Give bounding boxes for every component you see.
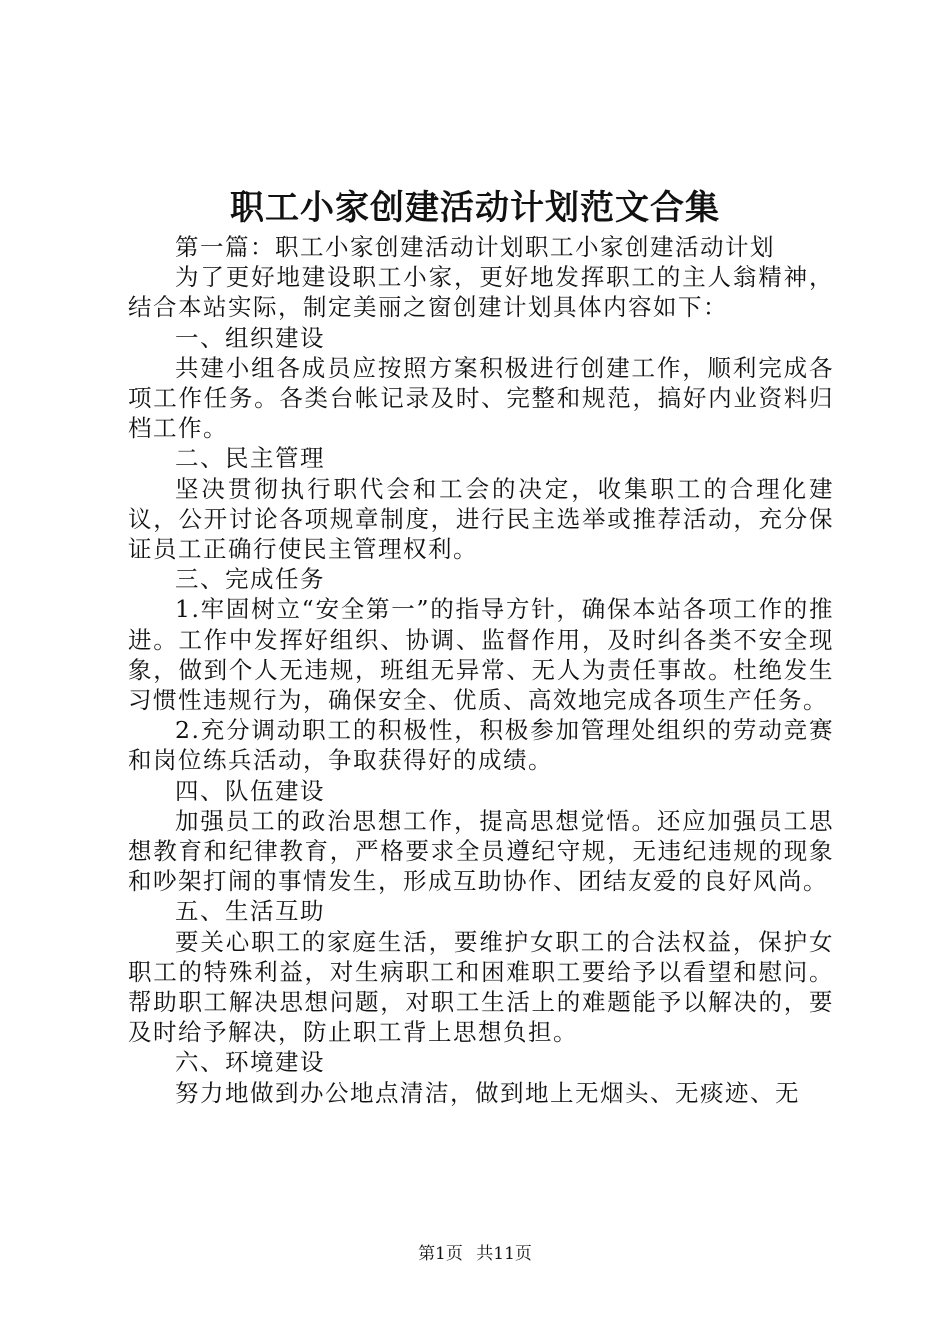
section-heading: 四、队伍建设 (175, 776, 325, 805)
paragraph: 加强员工的政治思想工作，提高思想觉悟。还应加强员工思想教育和纪律教育，严格要求全员遵纪守规，无违纪违规的现象和吵架打闹的事情发生，形成互助协作、团结友爱的良好风尚。 (128, 806, 834, 896)
page-number: 第1页 (418, 1244, 463, 1264)
page-footer (0, 1242, 950, 1266)
paragraph: 1.牢固树立“安全第一”的指导方针，确保本站各项工作的推进。工作中发挥好组织、协调、监督作用，及时纠各类不安全现象，做到个人无违规，班组无异常、无人为责任事故。杜绝发生习惯性违规行为，确保安全、优质、高效地完成各项生产任务。 (128, 595, 834, 715)
document-title: 职工小家创建活动计划范文合集 (230, 188, 720, 228)
section-heading: 五、生活互助 (175, 897, 325, 926)
paragraph: 要关心职工的家庭生活，要维护女职工的合法权益，保护女职工的特殊利益，对生病职工和困难职工要给予以看望和慰问。帮助职工解决思想问题，对职工生活上的难题能予以解决的，要及时给予解决，防止职工背上思想负担。 (128, 927, 834, 1047)
paragraph: 努力地做到办公地点清洁，做到地上无烟头、无痰迹、无 (175, 1078, 800, 1107)
paragraph: 坚决贯彻执行职代会和工会的决定，收集职工的合理化建议，公开讨论各项规章制度，进行民主选举或推荐活动，充分保证员工正确行使民主管理权利。 (128, 474, 834, 564)
paragraph: 为了更好地建设职工小家，更好地发挥职工的主人翁精神，结合本站实际，制定美丽之窗创建计划具体内容如下： (128, 263, 834, 322)
paragraph: 第一篇：职工小家创建活动计划职工小家创建活动计划 (175, 233, 775, 261)
section-heading: 三、完成任务 (175, 565, 325, 594)
section-heading: 二、民主管理 (175, 444, 325, 473)
section-heading: 六、环境建设 (175, 1048, 325, 1077)
paragraph: 共建小组各成员应按照方案积极进行创建工作，顺利完成各项工作任务。各类台帐记录及时、完整和规范，搞好内业资料归档工作。 (128, 353, 834, 443)
paragraph: 2.充分调动职工的积极性，积极参加管理处组织的劳动竞赛和岗位练兵活动，争取获得好的成绩。 (128, 716, 834, 775)
section-heading: 一、组织建设 (175, 323, 325, 352)
document-body (128, 232, 834, 1108)
page-total: 共11页 (476, 1244, 532, 1264)
